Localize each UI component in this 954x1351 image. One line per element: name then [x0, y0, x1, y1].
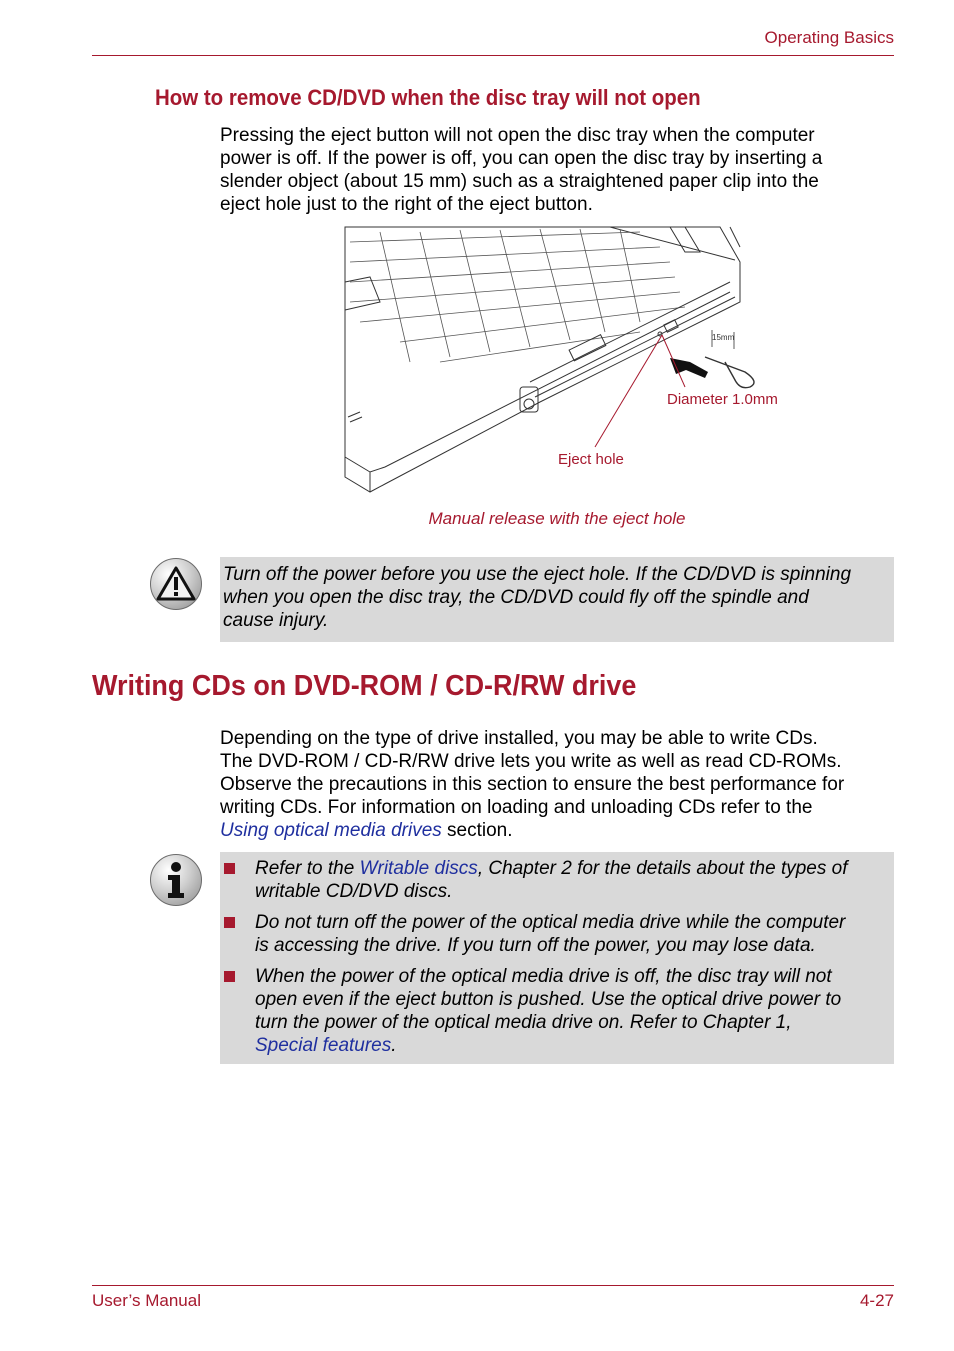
laptop-eject-figure [340, 222, 790, 500]
note-text: Refer to the [255, 858, 360, 879]
note-item [220, 965, 894, 1057]
warning-line: Turn off the power before you use the eject hole. If the CD/DVD is spinning [223, 564, 852, 585]
note-text: When the power of the optical media drive is off, the disc tray will not [255, 966, 832, 987]
note-text: is accessing the drive. If you turn off the power, you may lose data. [255, 935, 816, 956]
figure-caption: Manual release with the eject hole [428, 509, 686, 528]
note-callout [220, 852, 894, 1064]
size-label: 15mm [712, 333, 735, 342]
after-link-text: section. [441, 820, 513, 841]
note-text: turn the power of the optical media drive on. Refer to Chapter 1, [255, 1012, 792, 1033]
body-line [220, 819, 894, 842]
warning-icon [150, 558, 202, 610]
body-line: eject hole just to the right of the eject button. [220, 194, 593, 215]
body-line: writing CDs. For information on loading and unloading CDs refer to the [220, 797, 813, 818]
section-body [220, 727, 894, 842]
bullet-square-icon [224, 971, 235, 982]
warning-triangle-icon [151, 559, 201, 609]
special-features-link[interactable]: Special features [255, 1035, 392, 1056]
footer-manual-title: User’s Manual [92, 1291, 201, 1310]
body-line: Depending on the type of drive installed, you may be able to write CDs. [220, 728, 818, 749]
diameter-label: Diameter 1.0mm [667, 391, 778, 408]
subsection-body [220, 124, 894, 216]
writable-discs-link[interactable]: Writable discs [359, 858, 478, 879]
note-text: . [391, 1035, 397, 1056]
section-title: Writing CDs on DVD-ROM / CD-R/RW drive [92, 670, 637, 702]
note-item [220, 857, 894, 903]
note-icon [150, 854, 202, 906]
footer-rule [92, 1285, 894, 1286]
warning-callout [220, 557, 894, 642]
warning-line: cause injury. [223, 610, 329, 631]
note-text: open even if the eject button is pushed. Use the optical drive power to [255, 989, 842, 1010]
bullet-square-icon [224, 863, 235, 874]
header-rule [92, 55, 894, 56]
note-item [220, 911, 894, 957]
body-line: Observe the precautions in this section to ensure the best performance for [220, 774, 845, 795]
subsection-title: How to remove CD/DVD when the disc tray will not open [155, 85, 701, 110]
eject-hole-label: Eject hole [558, 451, 624, 468]
body-line: power is off. If the power is off, you can open the disc tray by inserting a [220, 148, 823, 169]
note-text: Do not turn off the power of the optical media drive while the computer [255, 912, 846, 933]
running-header: Operating Basics [764, 28, 894, 47]
body-line: slender object (about 15 mm) such as a straightened paper clip into the [220, 171, 819, 192]
info-icon [151, 855, 201, 905]
note-text: , Chapter 2 for the details about the types of [477, 858, 848, 879]
body-line: Pressing the eject button will not open the disc tray when the computer [220, 125, 815, 146]
page-number: 4-27 [859, 1291, 894, 1310]
using-optical-media-drives-link[interactable]: Using optical media drives [220, 820, 442, 841]
warning-line: when you open the disc tray, the CD/DVD could fly off the spindle and [223, 587, 809, 608]
body-line: The DVD-ROM / CD-R/RW drive lets you write as well as read CD-ROMs. [220, 751, 842, 772]
note-text: writable CD/DVD discs. [255, 881, 453, 902]
bullet-square-icon [224, 917, 235, 928]
